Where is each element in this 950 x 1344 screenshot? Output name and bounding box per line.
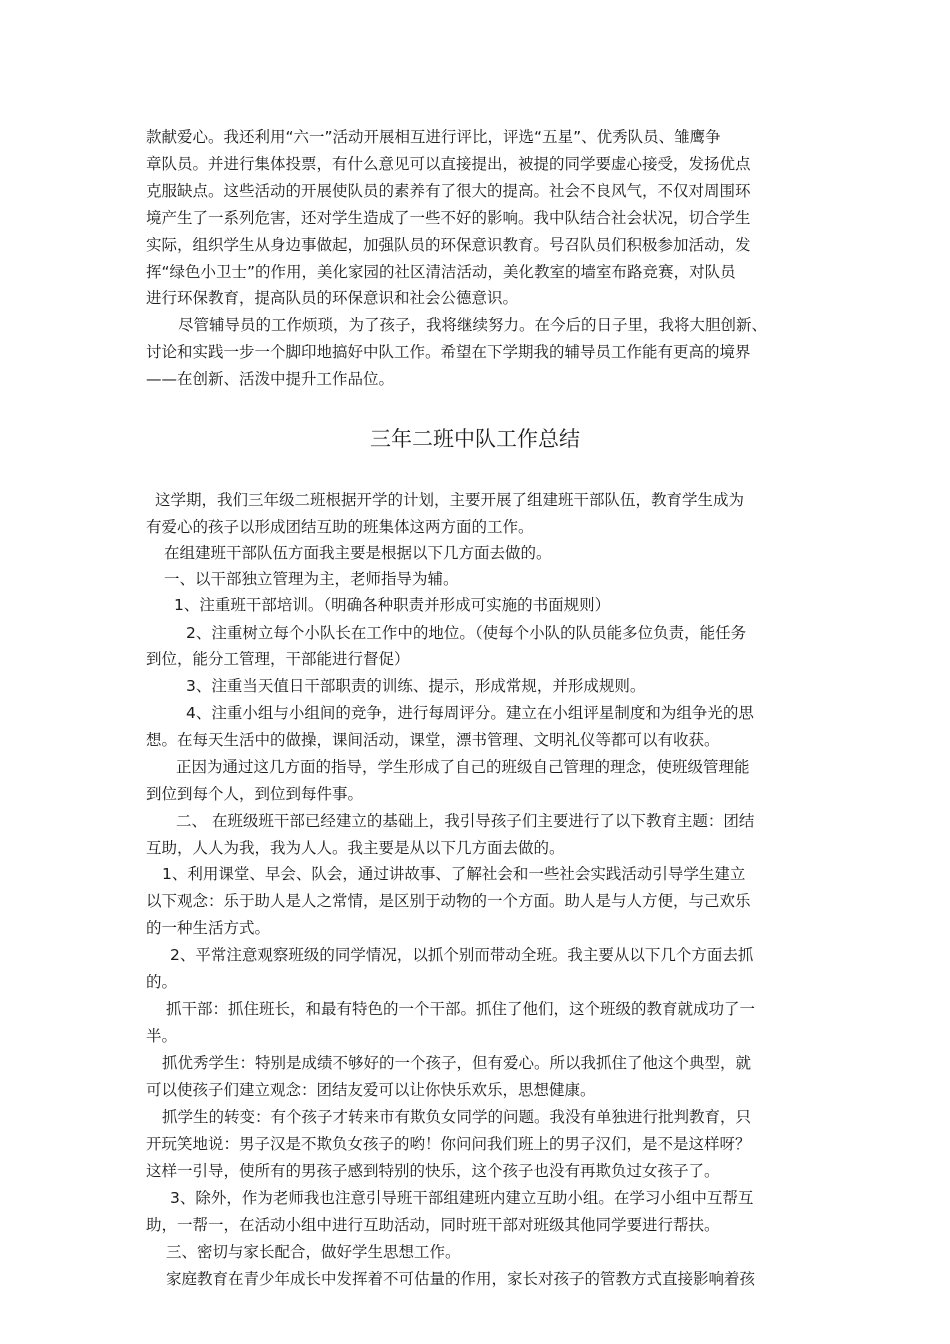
top-paragraph-line: 实际，组织学生从身边事做起，加强队员的环保意识教育。号召队员们积极参加活动，发 <box>146 236 751 254</box>
body-line: 的。 <box>146 973 178 991</box>
body-line: 2、平常注意观察班级的同学情况，以抓个别而带动全班。我主要从以下几个方面去抓 <box>170 946 754 964</box>
top-paragraph-line: 进行环保教育，提高队员的环保意识和社会公德意识。 <box>146 289 519 307</box>
body-line: 正因为通过这几方面的指导，学生形成了自己的班级自己管理的理念，使班级管理能 <box>176 758 750 776</box>
body-line: 4、注重小组与小组间的竞争，进行每周评分。建立在小组评星制度和为组争光的思 <box>186 704 754 722</box>
top-paragraph-line: 尽管辅导员的工作烦琐，为了孩子，我将继续努力。在今后的日子里，我将大胆创新、 <box>178 316 768 334</box>
body-line: 到位到每个人，到位到每件事。 <box>146 785 364 803</box>
body-line: 抓学生的转变：有个孩子才转来市有欺负女同学的问题。我没有单独进行批判教育，只 <box>162 1108 752 1126</box>
top-paragraph-line: 挥“绿色小卫士”的作用，美化家园的社区清洁活动，美化教室的墙室布路竞赛，对队员 <box>146 263 736 281</box>
body-line: 以下观念：乐于助人是人之常情，是区别于动物的一个方面。助人是与人方便，与己欢乐 <box>146 892 751 910</box>
body-line: 抓优秀学生：特别是成绩不够好的一个孩子，但有爱心。所以我抓住了他这个典型，就 <box>162 1054 752 1072</box>
body-line: 的一种生活方式。 <box>146 919 271 937</box>
body-line: 这学期，我们三年级二班根据开学的计划，主要开展了组建班干部队伍，教育学生成为 <box>155 491 745 509</box>
top-paragraph-line: ——在创新、活泼中提升工作品位。 <box>146 370 395 388</box>
body-line: 半。 <box>146 1027 178 1045</box>
body-line: 助，一帮一，在活动小组中进行互助活动，同时班干部对班级其他同学要进行帮扶。 <box>146 1216 720 1234</box>
body-line: 有爱心的孩子以形成团结互助的班集体这两方面的工作。 <box>146 518 534 536</box>
body-line: 1、注重班干部培训。（明确各种职责并形成可实施的书面规则） <box>174 596 611 614</box>
body-line: 互助，人人为我，我为人人。我主要是从以下几方面去做的。 <box>146 839 565 857</box>
body-line: 抓干部：抓住班长，和最有特色的一个干部。抓住了他们，这个班级的教育就成功了一 <box>166 1000 756 1018</box>
body-line: 三、密切与家长配合，做好学生思想工作。 <box>166 1243 461 1261</box>
body-line: 开玩笑地说：男子汉是不欺负女孩子的哟！你问问我们班上的男子汉们，是不是这样呀？ <box>146 1135 751 1153</box>
body-line: 3、注重当天值日干部职责的训练、提示，形成常规，并形成规则。 <box>186 677 646 695</box>
body-line: 这样一引导，使所有的男孩子感到特别的快乐，这个孩子也没有再欺负过女孩子了。 <box>146 1162 720 1180</box>
top-paragraph-line: 讨论和实践一步一个脚印地搞好中队工作。希望在下学期我的辅导员工作能有更高的境界 <box>146 343 751 361</box>
body-line: 家庭教育在青少年成长中发挥着不可估量的作用，家长对孩子的管教方式直接影响着孩 <box>166 1270 756 1288</box>
top-paragraph-line: 款献爱心。我还利用“六一”活动开展相互进行评比，评选“五星”、优秀队员、雏鹰争 <box>146 128 721 146</box>
body-line: 2、注重树立每个小队长在工作中的地位。（使每个小队的队员能多位负责，能任务 <box>186 624 747 642</box>
top-paragraph-line: 克服缺点。这些活动的开展使队员的素养有了很大的提高。社会不良风气，不仅对周围环 <box>146 182 751 200</box>
body-line: 一、以干部独立管理为主，老师指导为辅。 <box>164 570 459 588</box>
body-line: 3、除外，作为老师我也注意引导班干部组建班内建立互助小组。在学习小组中互帮互 <box>170 1189 754 1207</box>
body-line: 1、利用课堂、早会、队会，通过讲故事、了解社会和一些社会实践活动引导学生建立 <box>162 865 746 883</box>
section-title: 三年二班中队工作总结 <box>370 427 580 451</box>
body-line: 到位，能分工管理，干部能进行督促） <box>146 650 410 668</box>
top-paragraph-line: 境产生了一系列危害，还对学生造成了一些不好的影响。我中队结合社会状况，切合学生 <box>146 209 751 227</box>
body-line: 二、 在班级班干部已经建立的基础上，我引导孩子们主要进行了以下教育主题：团结 <box>176 812 755 830</box>
body-line: 在组建班干部队伍方面我主要是根据以下几方面去做的。 <box>164 544 552 562</box>
body-line: 想。在每天生活中的做操，课间活动，课堂，漂书管理、文明礼仪等都可以有收获。 <box>146 731 720 749</box>
body-line: 可以使孩子们建立观念：团结友爱可以让你快乐欢乐，思想健康。 <box>146 1081 596 1099</box>
top-paragraph-line: 章队员。并进行集体投票，有什么意见可以直接提出，被提的同学要虚心接受，发扬优点 <box>146 155 751 173</box>
